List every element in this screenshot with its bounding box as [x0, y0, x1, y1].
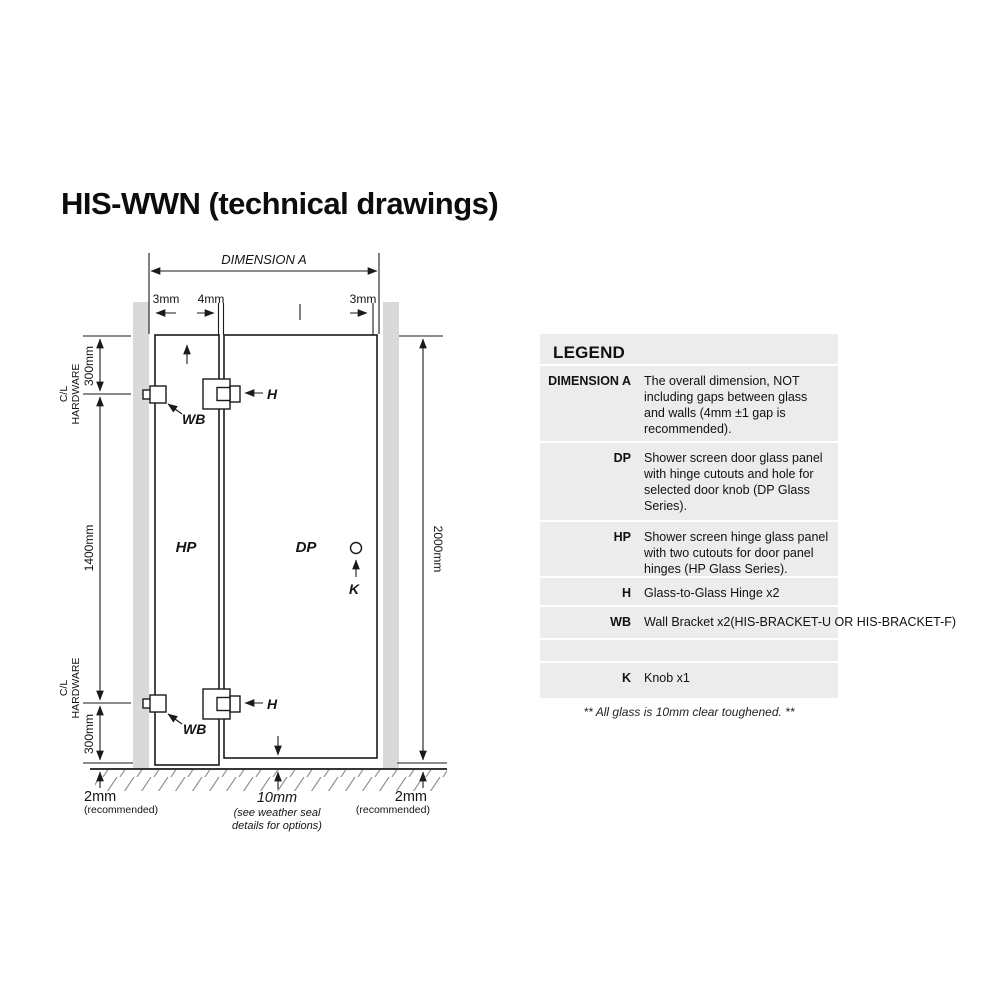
- floor-hatch: [95, 770, 447, 791]
- gap-10mm-note2: details for options): [232, 820, 322, 832]
- legend-row-dimension-a: [540, 366, 838, 443]
- legend-key: K: [621, 671, 631, 685]
- dp-panel-label: DP: [295, 539, 317, 556]
- right-dimensions: [356, 336, 447, 816]
- hinge-top-label: H: [267, 386, 278, 402]
- knob-label: K: [348, 581, 360, 597]
- bracket-top-label: WB: [182, 411, 206, 427]
- dimension-a: [149, 252, 379, 334]
- legend-row-hp: [540, 522, 838, 578]
- legend-row-dp: [540, 443, 838, 522]
- right-wall: [383, 302, 399, 769]
- legend-desc: Glass-to-Glass Hinge x2: [644, 586, 780, 600]
- dim-1400-label: 1400mm: [82, 524, 97, 572]
- legend-desc: Wall Bracket x2(HIS-BRACKET-U OR HIS-BRACKET-F): [644, 615, 957, 629]
- legend-row-k: [540, 663, 838, 698]
- legend-key: [540, 647, 644, 661]
- wall-bracket-top: [143, 386, 205, 427]
- glass-hinge-bottom: [203, 689, 240, 719]
- legend-desc: The overall dimension, NOT including gaps between glass and walls (4mm ±1 gap is recommended).: [644, 374, 808, 436]
- legend-panel: [540, 334, 957, 698]
- hinge-callout-top: [245, 386, 278, 402]
- legend-title: LEGEND: [540, 334, 838, 366]
- dim-2000-label: 2000mm: [430, 525, 445, 573]
- legend-key: HP: [613, 530, 631, 544]
- technical-drawing: [30, 230, 500, 850]
- gap-10mm-label: 10mm: [256, 790, 298, 806]
- gap-2mm-right-label: 2mm: [394, 789, 427, 805]
- cl-hardware-top-line2: HARDWARE: [69, 363, 82, 425]
- legend-row-empty: [540, 640, 838, 663]
- hinge-bottom-label: H: [267, 696, 278, 712]
- bracket-bottom-label: WB: [183, 721, 207, 737]
- gap-2mm-left-note: (recommended): [84, 804, 159, 816]
- hp-panel-label: HP: [175, 539, 197, 556]
- legend-desc: Knob x1: [644, 671, 690, 685]
- legend-row-wb: [540, 607, 957, 640]
- dim-300-top-label: 300mm: [82, 345, 97, 387]
- legend-footnote: ** All glass is 10mm clear toughened. **: [583, 705, 795, 719]
- hinge-callout-bottom: [245, 696, 278, 712]
- gap-10mm-note1: (see weather seal: [233, 807, 321, 819]
- cl-hardware-bottom-line1: C/L: [57, 679, 70, 697]
- gap-3mm-right-label: 3mm: [349, 292, 377, 306]
- legend-key: DIMENSION A: [548, 374, 631, 388]
- legend-desc: [644, 647, 838, 661]
- dim-300-bottom-label: 300mm: [82, 713, 97, 755]
- gap-4mm-label: 4mm: [197, 292, 225, 306]
- gap-2mm-left-label: 2mm: [84, 789, 117, 805]
- legend-desc: Shower screen hinge glass panel with two cutouts for door panel hinges (HP Glass Series).: [644, 530, 829, 576]
- cl-hardware-bottom-line2: HARDWARE: [69, 657, 82, 719]
- legend-key: H: [621, 586, 631, 600]
- knob-icon: [351, 543, 362, 554]
- legend-row-h: [540, 578, 838, 607]
- top-gap-dimensions: [153, 292, 377, 335]
- knob-callout: [349, 543, 362, 598]
- wall-bracket-bottom: [143, 695, 206, 737]
- legend-key: WB: [610, 615, 631, 629]
- legend-key: DP: [613, 451, 631, 465]
- cl-hardware-top-line1: C/L: [57, 385, 70, 403]
- glass-hinge-top: [203, 379, 240, 409]
- page-title: HIS-WWN (technical drawings): [61, 186, 499, 221]
- gap-2mm-right-note: (recommended): [355, 804, 430, 816]
- gap-3mm-left-label: 3mm: [152, 292, 180, 306]
- legend-desc: Shower screen door glass panel with hinge cutouts and hole for selected door knob (DP Glass Series).: [644, 451, 823, 513]
- dimension-a-label: DIMENSION A: [221, 252, 307, 267]
